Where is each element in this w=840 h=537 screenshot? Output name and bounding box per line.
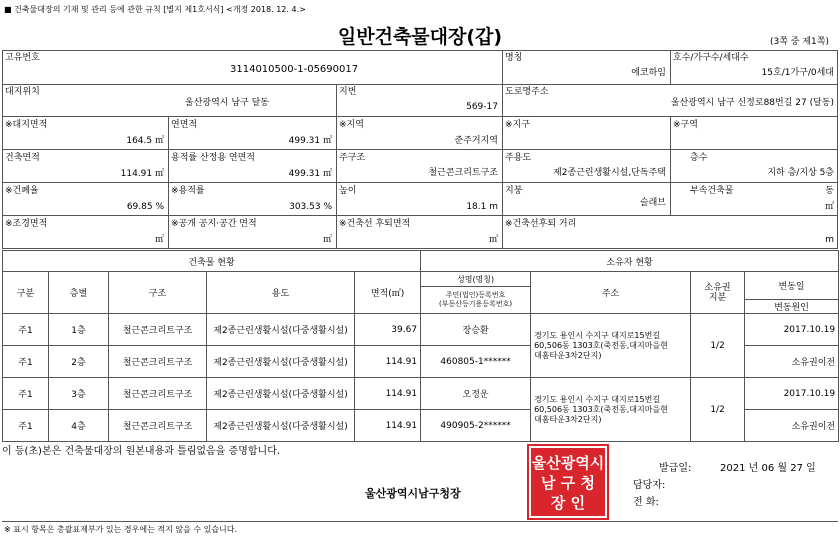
far: 303.53 % [289, 202, 332, 212]
col-change-date: 변동일 [745, 272, 839, 300]
lot: 569-17 [466, 102, 498, 112]
road-address: 울산광역시 남구 신정로88번길 27 (달동) [670, 98, 834, 108]
floor-structure: 철근콘크리트구조 [109, 346, 207, 378]
change-date: 2017.10.19 [745, 378, 839, 410]
floor-number: 3층 [49, 378, 109, 410]
road-label: 도로명주소 [505, 87, 549, 97]
height: 18.1 m [466, 202, 498, 212]
owner-address-line3: 대홈타운3차2단지) [534, 350, 602, 360]
col-share [691, 272, 745, 314]
col-kind: 구분 [3, 272, 49, 314]
floor-structure: 철근콘크리트구조 [109, 378, 207, 410]
col-share-line2: 지분 [708, 292, 727, 303]
far-area-label: 용적률 산정용 연면적 [171, 153, 255, 163]
bcr: 69.85 % [126, 202, 164, 212]
floor-use: 제2종근린생활시설(다중생활시설) [207, 410, 355, 442]
landscape-label: ※조경면적 [5, 219, 48, 229]
roof: 슬래브 [639, 198, 666, 208]
floor-structure: 철근콘크리트구조 [109, 314, 207, 346]
structure: 철근콘크리트구조 [428, 168, 498, 178]
setback-dist-label: ※건축선후퇴 거리 [505, 219, 577, 229]
annex-count: 동 [825, 186, 834, 196]
col-floor: 층별 [49, 272, 109, 314]
issuer: 울산광역시남구청장 [365, 487, 461, 500]
issue-date-label: 발급일: [659, 463, 692, 474]
page-info: (3쪽 중 제1쪽) [770, 37, 829, 47]
change-reason: 소유권이전 [745, 410, 839, 442]
col-share-line1: 소유권 [704, 282, 731, 293]
far-label: ※용적률 [171, 186, 205, 196]
total-area: 499.31 ㎡ [288, 136, 332, 146]
district-label: ※지구 [505, 120, 530, 130]
floor-number: 2층 [49, 346, 109, 378]
certify-text: 이 등(초)본은 건축물대장의 원본내용과 틀림없음을 증명합니다. [2, 446, 281, 457]
floor-kind: 주1 [3, 346, 49, 378]
owner-address-line3: 대홈타운3차2단지) [534, 414, 602, 424]
setback-label: ※건축선 후퇴면적 [339, 219, 411, 229]
land-area: 164.5 ㎡ [126, 136, 164, 146]
lot-label: 지번 [339, 87, 357, 97]
owner-section-title: 소유자 현황 [421, 251, 839, 272]
households: 15호/1가구/0세대 [761, 68, 834, 78]
owner-name: 장승환 [421, 314, 531, 346]
floor-use: 제2종근린생활시설(다중생활시설) [207, 346, 355, 378]
phone-label: 전 화: [633, 497, 659, 508]
households-label: 호수/가구수/세대수 [673, 53, 749, 63]
floor-kind: 주1 [3, 410, 49, 442]
floors-label: 층수 [690, 153, 708, 163]
col-owner-id [421, 287, 531, 314]
floor-use: 제2종근린생활시설(다중생활시설) [207, 378, 355, 410]
col-address: 주소 [531, 272, 691, 314]
building-area: 114.91 ㎡ [120, 169, 164, 179]
detail-table [2, 250, 839, 442]
use-label: 주용도 [505, 153, 532, 163]
floor-area: 114.91 [355, 346, 421, 378]
floor-area: 114.91 [355, 378, 421, 410]
col-owner-id-line2: (부동산등기용등록번호) [439, 300, 513, 308]
land-area-label: ※대지면적 [5, 120, 48, 130]
landscape: ㎡ [154, 235, 164, 245]
floors: 지하 층/지상 5층 [767, 168, 834, 178]
site-label: 대지위치 [5, 87, 40, 97]
setback-dist: m [825, 235, 834, 245]
zone-label: ※지역 [339, 120, 364, 130]
unique-no-label: 고유번호 [5, 53, 40, 63]
change-reason: 소유권이전 [745, 346, 839, 378]
change-date: 2017.10.19 [745, 314, 839, 346]
structure-label: 주구조 [339, 153, 366, 163]
owner-share: 1/2 [691, 314, 745, 378]
annex-unit: ㎡ [824, 202, 834, 212]
name-label: 명칭 [505, 53, 523, 63]
form-note: ■ 건축물대장의 기재 및 관리 등에 관한 규칙 [별지 제1호서식] <개정 2018. 12. 4.> [4, 5, 306, 14]
site: 울산광역시 남구 달동 [185, 98, 269, 108]
floor-kind: 주1 [3, 378, 49, 410]
roof-label: 지붕 [505, 186, 523, 196]
owner-share: 1/2 [691, 378, 745, 442]
owner-address [531, 378, 691, 442]
floor-number: 4층 [49, 410, 109, 442]
total-area-label: 연면적 [171, 120, 198, 130]
official-seal [527, 444, 609, 520]
footnote: ※ 표시 항목은 총괄표제부가 있는 경우에는 적지 않을 수 있습니다. [4, 525, 238, 534]
col-use: 용도 [207, 272, 355, 314]
owner-id: 490905-2****** [421, 410, 531, 442]
col-structure: 구조 [109, 272, 207, 314]
floor-area: 114.91 [355, 410, 421, 442]
officer-label: 담당자: [633, 480, 666, 491]
zone: 준주거지역 [454, 136, 498, 146]
owner-address-line2: 60,506동 1303호(죽전동,대지마을현 [534, 340, 668, 350]
issue-date: 2021 년 06 월 27 일 [720, 463, 816, 474]
public-area: ㎡ [322, 235, 332, 245]
area-label: ※구역 [673, 120, 698, 130]
floor-number: 1층 [49, 314, 109, 346]
building-name: 에코하임 [631, 68, 666, 78]
bcr-label: ※건폐율 [5, 186, 39, 196]
far-area: 499.31 ㎡ [288, 169, 332, 179]
owner-id: 460805-1****** [421, 346, 531, 378]
floor-area: 39.67 [355, 314, 421, 346]
page-title: 일반건축물대장(갑) [337, 26, 503, 48]
col-area: 면적(㎡) [355, 272, 421, 314]
col-owner-id-line1: 주민(법인)등록번호 [445, 291, 506, 299]
owner-address-line2: 60,506동 1303호(죽전동,대지마을현 [534, 404, 668, 414]
main-use: 제2종근린생활시설,단독주택 [553, 168, 666, 178]
owner-name: 오정운 [421, 378, 531, 410]
public-label: ※공개 공지·공간 면적 [171, 219, 257, 229]
building-section-title: 건축물 현황 [3, 251, 421, 272]
owner-address-line1: 경기도 용인시 수지구 대지로15번길 [534, 330, 661, 340]
svg-text:남 구 청: 남 구 청 [541, 474, 595, 492]
floor-kind: 주1 [3, 314, 49, 346]
floor-structure: 철근콘크리트구조 [109, 410, 207, 442]
svg-text:울산광역시: 울산광역시 [531, 454, 605, 472]
svg-text:장 인: 장 인 [550, 494, 586, 512]
height-label: 높이 [339, 186, 357, 196]
annex-label: 부속건축물 [690, 186, 734, 196]
col-owner-name: 성명(명칭) [421, 272, 531, 287]
owner-address [531, 314, 691, 378]
col-change-reason: 변동원인 [745, 300, 839, 314]
building-area-label: 건축면적 [5, 153, 40, 163]
unique-no: 3114010500-1-05690017 [230, 64, 359, 75]
floor-use: 제2종근린생활시설(다중생활시설) [207, 314, 355, 346]
setback-area: ㎡ [488, 235, 498, 245]
owner-address-line1: 경기도 용인시 수지구 대지로15번길 [534, 394, 661, 404]
